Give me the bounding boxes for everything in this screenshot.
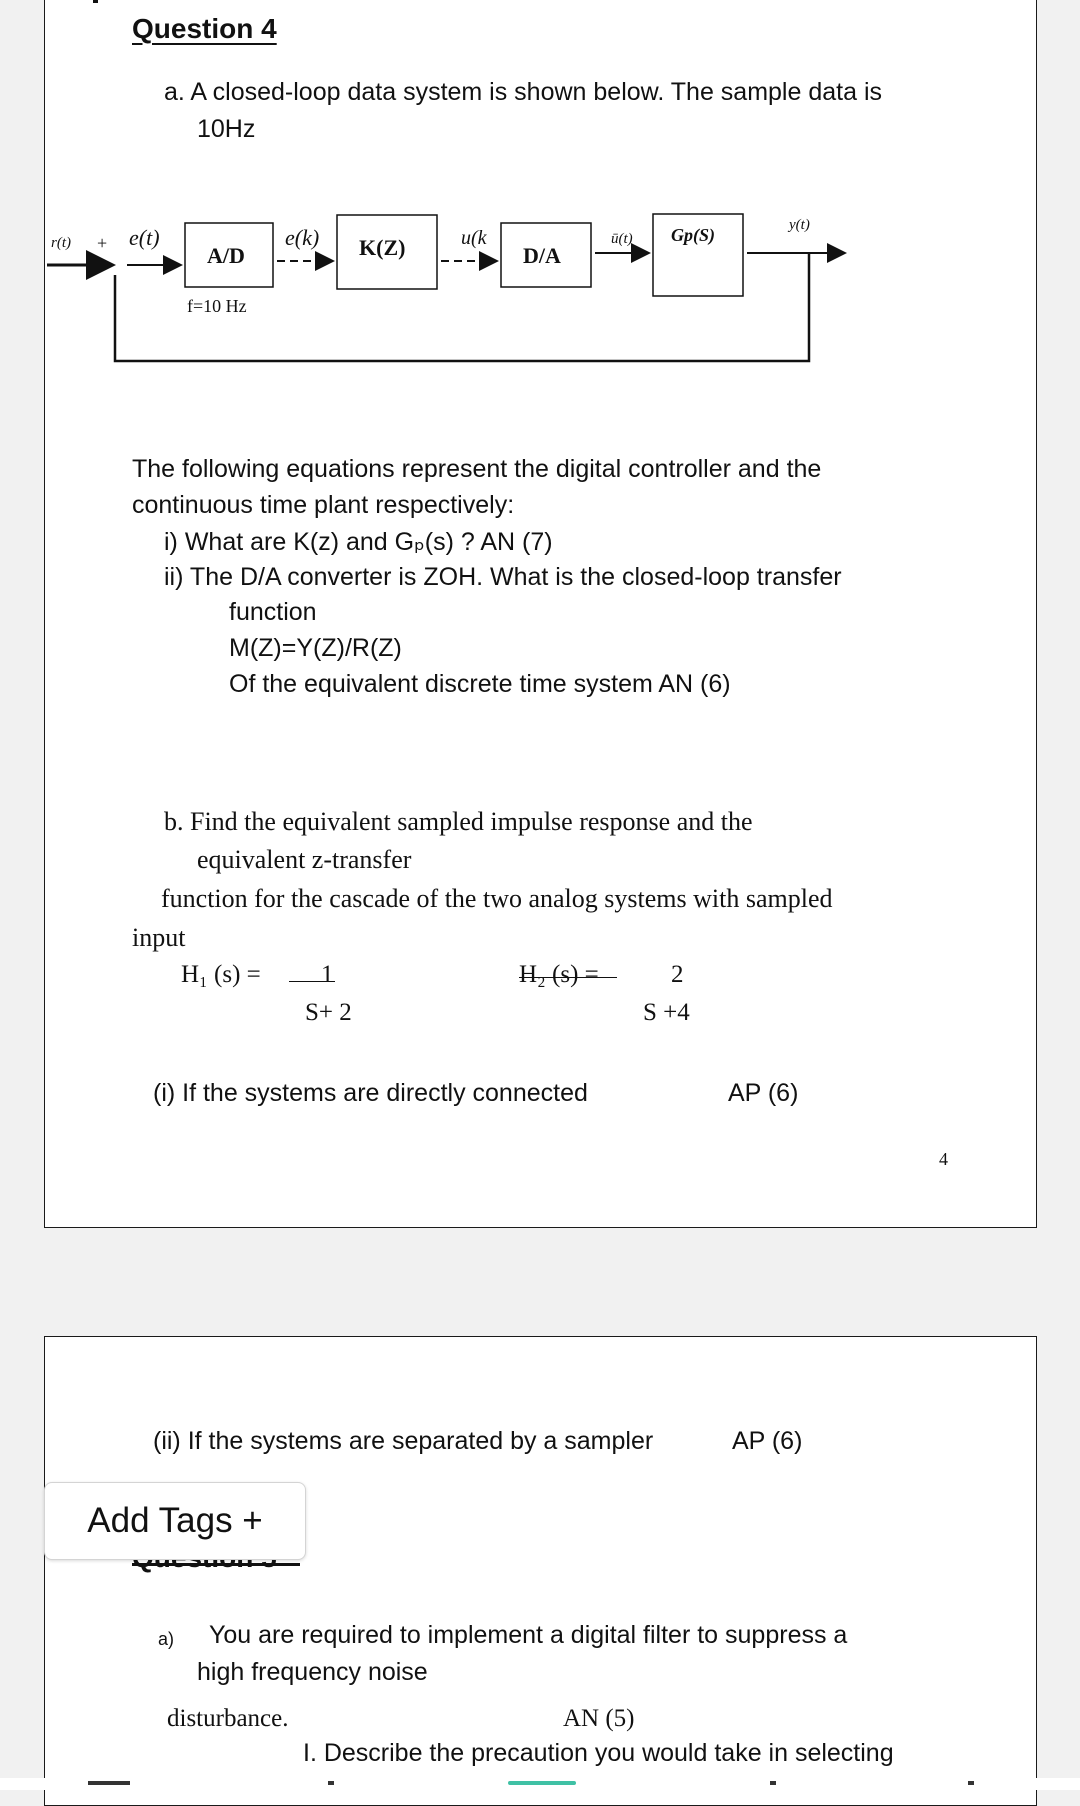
ad-block-label: A/D — [207, 243, 245, 268]
sum-sign: + — [97, 233, 108, 253]
document-page-1 — [44, 0, 1037, 1228]
question-5-line-1: You are required to implement a digital filter to suppress a — [209, 1621, 848, 1649]
add-tags-button[interactable]: Add Tags + — [44, 1482, 306, 1560]
input-label: r(t) — [51, 235, 71, 251]
output-label: y(t) — [789, 217, 810, 233]
kz-block-label: K(Z) — [359, 235, 406, 260]
toolbar-icon-4[interactable] — [770, 1781, 776, 1785]
h2-strike-line — [519, 977, 617, 978]
sub-question-i: (i) If the systems are directly connected — [153, 1079, 588, 1107]
toolbar-icon-5[interactable] — [968, 1781, 974, 1785]
toolbar-icon-3[interactable] — [508, 1781, 576, 1785]
error-label: e(t) — [129, 225, 160, 250]
h1-numerator: 1 — [321, 961, 334, 988]
ubar-label: ū(t) — [611, 231, 633, 247]
toolbar-icon-2[interactable] — [328, 1781, 334, 1785]
sub-question-i-mark: AP (6) — [728, 1079, 799, 1107]
da-block-label: D/A — [523, 243, 561, 268]
sub-question-ii-mark: AP (6) — [732, 1427, 803, 1455]
h1-label: H₁ (s) = — [181, 961, 261, 988]
question-5-mark: AN (5) — [563, 1705, 635, 1732]
sample-frequency-label: f=10 Hz — [187, 296, 247, 316]
equations-text-line-1: The following equations represent the digital controller and the — [132, 455, 822, 483]
part-b-line-4: input — [132, 923, 186, 952]
equations-text-line-2: continuous time plant respectively: — [132, 491, 515, 519]
sub-question-ii: (ii) If the systems are separated by a sampler — [153, 1427, 654, 1455]
page-number: 4 — [939, 1149, 948, 1169]
question-4-heading: Question 4 — [132, 13, 277, 44]
item-ii-line-2: function — [229, 598, 317, 626]
part-b-line-2: equivalent z-transfer — [197, 845, 412, 874]
item-i: i) What are K(z) and Gₚ(s) ? AN (7) — [164, 528, 553, 556]
uk-label: u(k — [461, 227, 487, 249]
part-a-line-1: a. A closed-loop data system is shown below. The sample data is — [164, 78, 882, 106]
item-ii-line-1: ii) The D/A converter is ZOH. What is the closed-loop transfer — [164, 563, 842, 591]
h2-numerator: 2 — [671, 961, 684, 988]
toolbar-icon-1[interactable] — [88, 1781, 130, 1785]
question-5-line-2: high frequency noise — [197, 1658, 428, 1686]
h2-label: H₂ (s) = — [519, 961, 599, 988]
gp-block-label: Gp(S) — [671, 225, 715, 245]
h1-denominator: S+ 2 — [305, 999, 352, 1026]
part-b-line-1: b. Find the equivalent sampled impulse response and the — [164, 807, 753, 836]
h2-denominator: S +4 — [643, 999, 690, 1026]
disturbance-text: disturbance. — [167, 1705, 289, 1732]
bottom-toolbar — [0, 1778, 1080, 1790]
item-ii-line-4: Of the equivalent discrete time system AN (6) — [229, 670, 731, 698]
part-a-line-2: 10Hz — [197, 115, 256, 143]
part-a-marker: a) — [158, 1629, 175, 1649]
item-I-text: I. Describe the precaution you would take in selecting — [303, 1739, 894, 1767]
ek-label: e(k) — [285, 225, 320, 250]
part-b-line-3: function for the cascade of the two analog systems with sampled — [161, 884, 833, 913]
item-ii-line-3: M(Z)=Y(Z)/R(Z) — [229, 634, 402, 662]
